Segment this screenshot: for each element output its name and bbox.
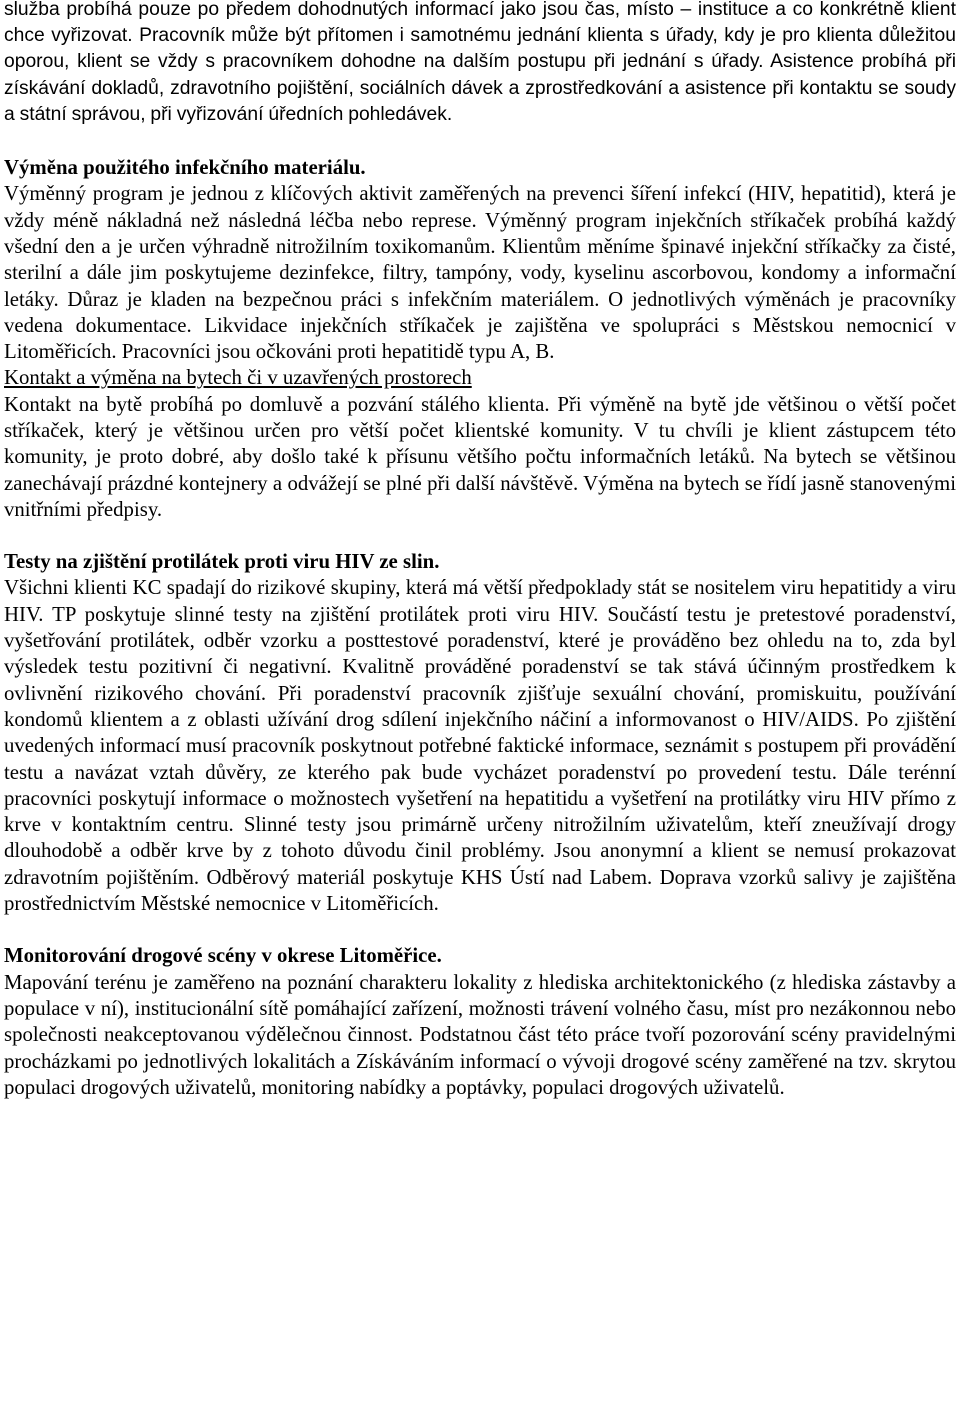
tests-heading: Testy na zjištění protilátek proti viru HIV ze slin. [4,550,440,574]
flat-exchange-subheading: Kontakt a výměna na bytech či v uzavřených prostorech [4,366,472,390]
monitoring-paragraph: Mapování terénu je zaměřeno na poznání charakteru lokality z hlediska architektonického (z hlediska zástavby a populace v ní), institucionální sítě pomáhající zařízení, možnosti trávení volného času, míst pro nezákonnou nebo společnosti neakceptovanou výdělečnou činnost. Podstatnou část této práce tvoří pozorování scény pravidelnými procházkami po jednotlivých lokalitách a Získáváním informací o vývoji drogové scény zaměřené na tzv. skrytou populaci drogových uživatelů, monitoring nabídky a poptávky, populaci drogových uživatelů. [4,970,956,1099]
spacer [4,128,956,155]
tests-paragraph: Všichni klienti KC spadají do rizikové skupiny, která má větší předpoklady stát se nositelem viru hepatitidy a viru HIV. TP poskytuje slinné testy na zjištění protilátek proti viru HIV. Součástí testu je pretestové poradenství, vyšetřování protilátek, odběr vzorku a posttestové poradenství, které je prováděno bez ohledu na to, zda byl výsledek testu pozitivní či negativní. Kvalitně prováděné poradenství se tak stává účinným prostředkem k ovlivnění rizikového chování. Při poradenství pracovník zjišťuje sexuální chování, promiskuitu, používání kondomů klientem a z oblasti užívání drog sdílení injekčního náčiní a informovanost o HIV/AIDS. Po zjištění uvedených informací musí pracovník poskytnout potřebné faktické informace, seznámit s postupem při provádění testu a navázat vztah důvěry, ze kterého pak bude vycházet poradenství po provedení testu. Dále terénní pracovníci poskytují informace o možnostech vyšetření na hepatitidu a vyšetření na protilátky viru HIV přímo z krve v kontaktním centru. Slinné testy jsou primárně určeny nitrožilním uživatelům, kteří zneužívají drogy dlouhodobě a odběr krve by z tohoto důvodu činil problémy. Jsou anonymní a klient se nemusí prokazovat zdravotním pojištěním. Odběrový materiál poskytuje KHS Ústí nad Labem. Doprava vzorků salivy je zajištěna prostřednictvím Městské nemocnice v Litoměřicích. [4,576,956,916]
exchange-paragraph: Výměnný program je jednou z klíčových aktivit zaměřených na prevenci šíření infekcí (HIV, hepatitid), která je vždy méně nákladná než následná léčba nebo represe. Výměnný program injekčních stříkaček probíhá každý všední den a je určen výhradně nitrožilním toxikomanům. Klientům měníme špinavé injekční stříkačky za čisté, sterilní a dále jim poskytujeme dezinfekce, filtry, tampóny, vody, kyselinu ascorbovou, kondomy a informační letáky. Důraz je kladen na bezpečnou práci s infekčním materiálem. O jednotlivých výměnách je pracovníky vedena dokumentace. Likvidace injekčních stříkaček je zajištěna ve spolupráci s Městskou nemocnicí v Litoměřicích. Pracovníci jsou očkováni proti hepatitidě typu A, B. [4,182,956,364]
flat-exchange-paragraph: Kontakt na bytě probíhá po domluvě a pozvání stálého klienta. Při výměně na bytě jde většinou o větší počet stříkaček, který je většinou určen pro větší počet klientské komunity. V tu chvíli je klient zástupcem této komunity, je proto dobré, aby došlo také k přísunu většího počtu informačních letáků. Na bytech se většinou zanechávají prázdné kontejnery a odvážejí se plné při další návštěvě. Výměna na bytech se řídí jasně stanovenými vnitřními předpisy. [4,392,956,521]
document-page [4,0,956,1101]
spacer [4,523,956,549]
monitoring-heading: Monitorování drogové scény v okrese Litoměřice. [4,944,442,968]
intro-paragraph: služba probíhá pouze po předem dohodnutých informací jako jsou čas, místo – instituce a co konkrétně klient chce vyřizovat. Pracovník může být přítomen i samotnému jednání klienta s úřady, kdy je pro klienta důležitou oporou, klient se vždy s pracovníkem dohodne na dalším postupu při jednání s úřady. Asistence probíhá při získávání dokladů, zdravotního pojištění, sociálních dávek a zprostředkování a asistence při kontaktu se soudy a státní správou, při vyřizování úředních pohledávek. [4,0,956,125]
spacer [4,917,956,943]
exchange-heading: Výměna použitého infekčního materiálu. [4,156,366,180]
